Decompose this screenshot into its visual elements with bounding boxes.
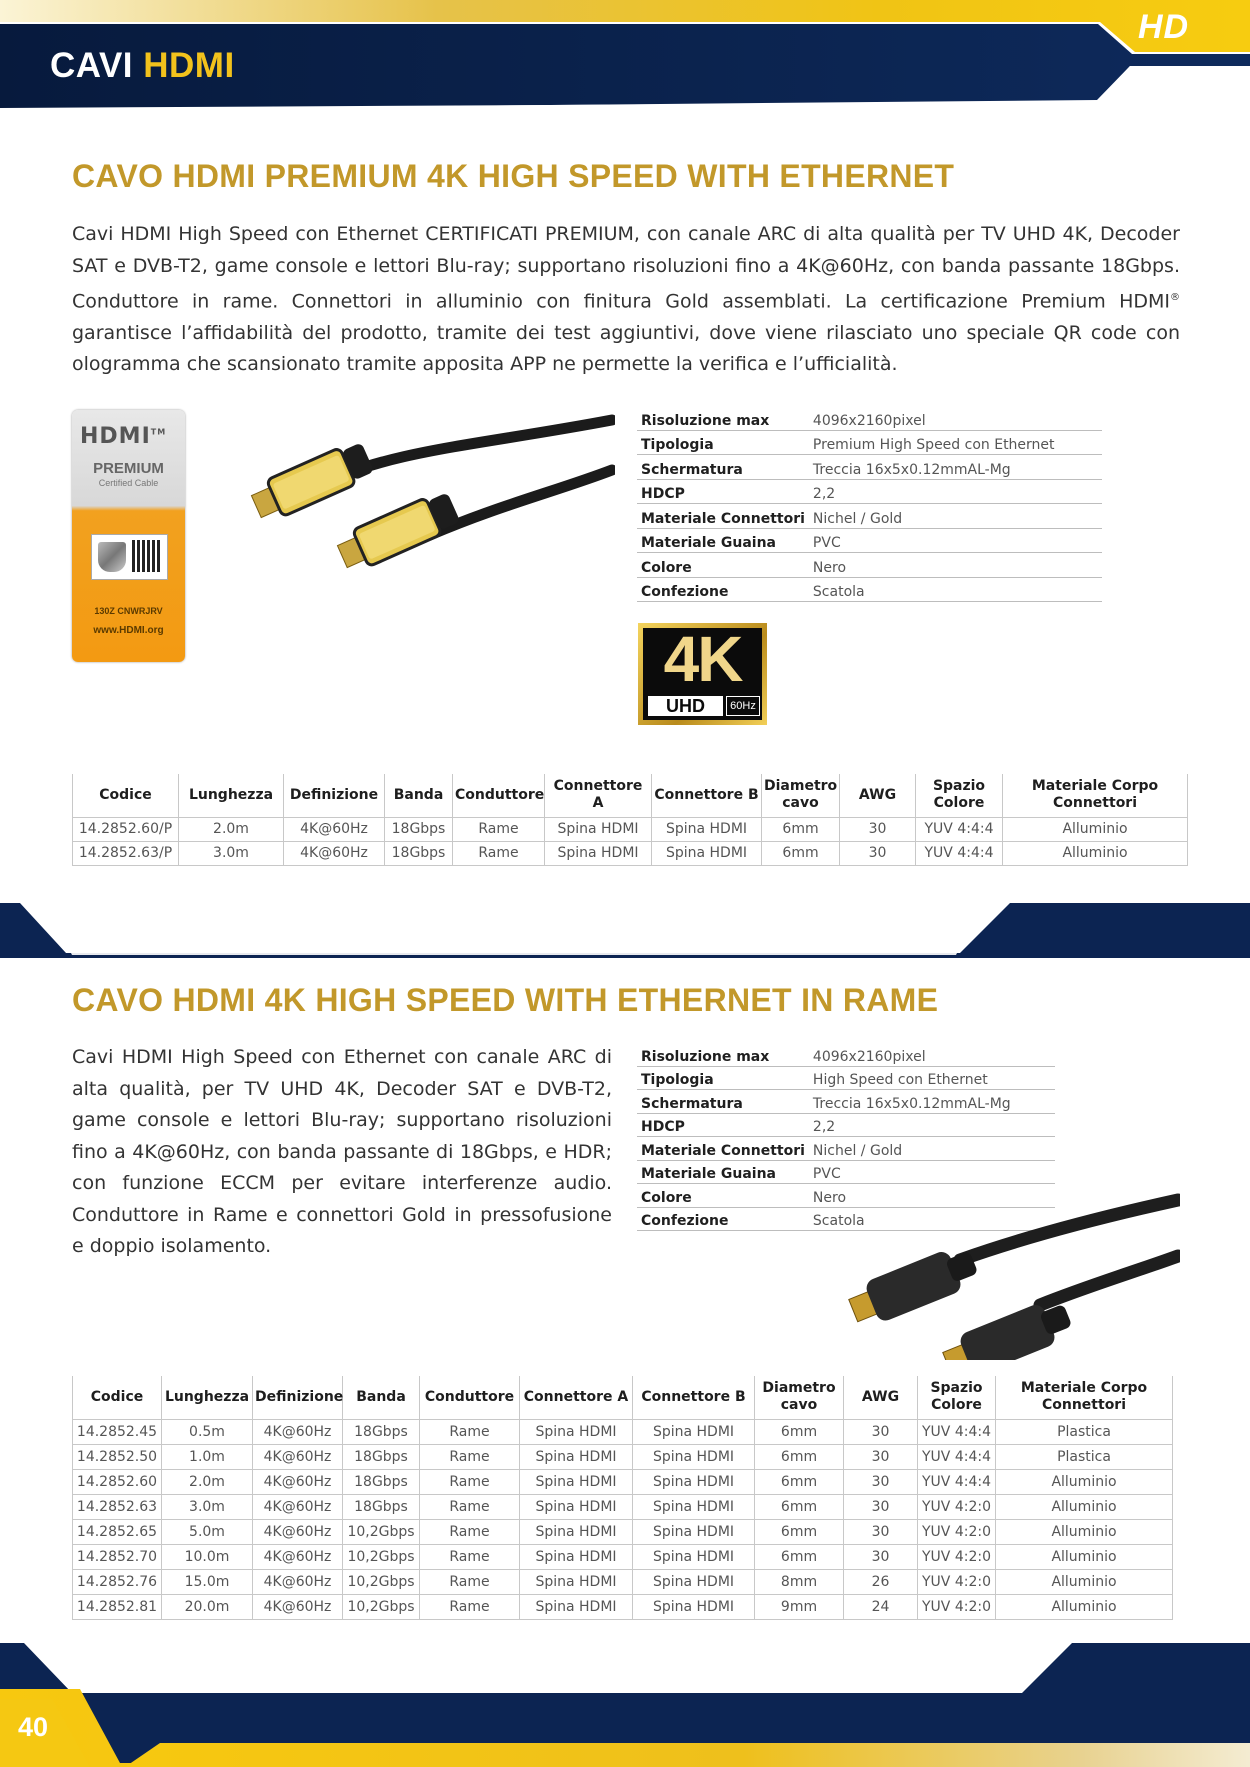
spec-key: Colore: [637, 553, 809, 578]
table-cell: Rame: [420, 1469, 520, 1494]
table-cell: YUV 4:2:0: [918, 1594, 996, 1619]
table-cell: Spina HDMI: [633, 1469, 755, 1494]
table-cell: Rame: [453, 841, 545, 865]
column-header: Connettore A: [545, 774, 652, 817]
spec-row: [637, 1043, 1055, 1066]
spec-key: Colore: [637, 1184, 809, 1208]
table-cell: Alluminio: [1003, 841, 1188, 865]
spec-key: Materiale Guaina: [637, 528, 809, 553]
table-cell: Spina HDMI: [633, 1494, 755, 1519]
table-cell: Spina HDMI: [652, 817, 762, 841]
spec-row: [637, 1066, 1055, 1090]
table-cell: 6mm: [755, 1494, 844, 1519]
spec-value: 2,2: [809, 1113, 1055, 1137]
section1-specs-body: [637, 406, 1102, 602]
column-header: Banda: [385, 774, 453, 817]
table-cell: 4K@60Hz: [284, 841, 385, 865]
table-cell: 30: [844, 1444, 918, 1469]
column-header: Diametro cavo: [762, 774, 840, 817]
column-header: Connettore B: [652, 774, 762, 817]
table-cell: YUV 4:2:0: [918, 1569, 996, 1594]
table-cell: 30: [840, 817, 916, 841]
spec-key: Confezione: [637, 577, 809, 602]
column-header: Lunghezza: [179, 774, 284, 817]
table-cell: 30: [844, 1419, 918, 1444]
table-row: [73, 1569, 1173, 1594]
qr-hologram-box: [91, 534, 168, 580]
table-cell: 0.5m: [162, 1419, 253, 1444]
table-cell: 18Gbps: [343, 1469, 420, 1494]
table-cell: 18Gbps: [343, 1444, 420, 1469]
table-cell: 26: [844, 1569, 918, 1594]
table-cell: 4K@60Hz: [253, 1594, 343, 1619]
spec-value: 2,2: [809, 479, 1102, 504]
table-cell: 8mm: [755, 1569, 844, 1594]
table-cell: 10,2Gbps: [343, 1544, 420, 1569]
table-cell: Alluminio: [996, 1569, 1173, 1594]
spec-value: Nero: [809, 1184, 1055, 1208]
table-cell: 30: [840, 841, 916, 865]
hd-logo: HD: [1138, 8, 1190, 46]
table-cell: Rame: [420, 1519, 520, 1544]
spec-key: Materiale Guaina: [637, 1160, 809, 1184]
table-cell: YUV 4:2:0: [918, 1519, 996, 1544]
section1-table-body: [73, 817, 1188, 865]
column-header: Materiale Corpo Connettori: [1003, 774, 1188, 817]
table-cell: 14.2852.50: [73, 1444, 162, 1469]
column-header: Conduttore: [420, 1376, 520, 1419]
table-cell: 10,2Gbps: [343, 1594, 420, 1619]
column-header: Lunghezza: [162, 1376, 253, 1419]
section1-title: CAVO HDMI PREMIUM 4K HIGH SPEED WITH ETHERNET: [72, 158, 955, 194]
table-row: [73, 841, 1188, 865]
hdmi-logo: HDMI™: [80, 424, 167, 449]
spec-value: Scatola: [809, 1207, 1055, 1231]
table-cell: Spina HDMI: [633, 1419, 755, 1444]
table-cell: 4K@60Hz: [253, 1544, 343, 1569]
table-cell: 18Gbps: [385, 817, 453, 841]
table-cell: 6mm: [762, 817, 840, 841]
table-cell: 10,2Gbps: [343, 1569, 420, 1594]
table-cell: 14.2852.63: [73, 1494, 162, 1519]
spec-value: Scatola: [809, 577, 1102, 602]
table-cell: 30: [844, 1544, 918, 1569]
connector-c: [845, 1242, 982, 1331]
section-divider-band: [0, 903, 1250, 958]
table-cell: Alluminio: [1003, 817, 1188, 841]
spec-value: Treccia 16x5x0.12mmAL-Mg: [809, 1090, 1055, 1114]
table-cell: Rame: [420, 1569, 520, 1594]
table-cell: 18Gbps: [385, 841, 453, 865]
footer-band: [0, 1643, 1250, 1767]
connector-a: [248, 439, 376, 525]
table-row: [73, 817, 1188, 841]
table-cell: Spina HDMI: [520, 1444, 633, 1469]
table-row: [73, 1419, 1173, 1444]
table-cell: 6mm: [755, 1519, 844, 1544]
spec-key: HDCP: [637, 479, 809, 504]
table-cell: YUV 4:4:4: [916, 841, 1003, 865]
spec-row: [637, 406, 1102, 430]
spec-row: [637, 577, 1102, 602]
spec-key: Schermatura: [637, 455, 809, 480]
table-cell: 20.0m: [162, 1594, 253, 1619]
4k-text: 4K: [663, 623, 742, 695]
table-cell: Spina HDMI: [520, 1519, 633, 1544]
table-cell: Rame: [420, 1419, 520, 1444]
table-cell: Spina HDMI: [652, 841, 762, 865]
4k-uhd-badge: [638, 623, 767, 725]
column-header: Materiale Corpo Connettori: [996, 1376, 1173, 1419]
spec-value: Nichel / Gold: [809, 504, 1102, 529]
column-header: AWG: [840, 774, 916, 817]
qr-code-icon: [132, 540, 162, 572]
table-cell: Alluminio: [996, 1469, 1173, 1494]
table-row: [73, 1594, 1173, 1619]
spec-value: Nero: [809, 553, 1102, 578]
hologram-shield-icon: [98, 542, 126, 572]
premium-text: PREMIUM: [93, 460, 164, 477]
table-cell: 6mm: [755, 1469, 844, 1494]
table-cell: 30: [844, 1469, 918, 1494]
table-cell: Alluminio: [996, 1544, 1173, 1569]
table-row: [73, 1544, 1173, 1569]
table-cell: Spina HDMI: [545, 817, 652, 841]
table-cell: 14.2852.70: [73, 1544, 162, 1569]
column-header: Codice: [73, 774, 179, 817]
table-cell: Alluminio: [996, 1594, 1173, 1619]
table-cell: Spina HDMI: [545, 841, 652, 865]
section1-description: Cavi HDMI High Speed con Ethernet CERTIFICATI PREMIUM, con canale ARC di alta qualità per TV UHD 4K, Decoder SAT e DVB-T2, game console e lettori Blu-ray; supportano risoluzioni fino a 4K@60Hz, con banda passante 18Gbps. Conduttore in rame. Connettori in alluminio con finitura Gold assemblati. La certificazione Premium HDMI® garantisce l’affidabilità del prodotto, tramite dei test aggiuntivi, dove viene rilasciato uno speciale QR code con ologramma che scansionato tramite apposita APP ne permette la verifica e l’ufficialità.: [72, 223, 1180, 376]
table-row: [73, 1469, 1173, 1494]
table-cell: Plastica: [996, 1419, 1173, 1444]
60hz-text: 60Hz: [726, 696, 760, 716]
table-cell: Spina HDMI: [520, 1594, 633, 1619]
table-cell: Rame: [420, 1494, 520, 1519]
table-cell: 14.2852.76: [73, 1569, 162, 1594]
table-cell: 30: [844, 1519, 918, 1544]
column-header: Banda: [343, 1376, 420, 1419]
table-cell: Rame: [420, 1594, 520, 1619]
section2-description: Cavi HDMI High Speed con Ethernet con canale ARC di alta qualità, per TV UHD 4K, Decoder SAT e DVB-T2, game console e lettori Blu-ray; supportano risoluzioni fino a 4K@60Hz, con banda passante di 18Gbps, e HDR; con funzione ECCM per evitare interferenze audio. Conduttore in Rame e connettori Gold in pressofusione e doppio isolamento.: [72, 1046, 612, 1257]
table-cell: Spina HDMI: [633, 1544, 755, 1569]
section2-table-body: [73, 1419, 1173, 1619]
spec-key: Materiale Connettori: [637, 504, 809, 529]
table-cell: 4K@60Hz: [284, 817, 385, 841]
column-header: Spazio Colore: [916, 774, 1003, 817]
table-cell: 6mm: [755, 1544, 844, 1569]
spec-value: Treccia 16x5x0.12mmAL-Mg: [809, 455, 1102, 480]
header-title-accent: HDMI: [143, 46, 235, 85]
column-header: Diametro cavo: [755, 1376, 844, 1419]
spec-value: High Speed con Ethernet: [809, 1066, 1055, 1090]
spec-key: Risoluzione max: [637, 1043, 809, 1066]
uhd-text: UHD: [648, 696, 723, 716]
spec-value: PVC: [809, 1160, 1055, 1184]
spec-key: Risoluzione max: [637, 406, 809, 430]
table-cell: 4K@60Hz: [253, 1519, 343, 1544]
table-cell: 10,2Gbps: [343, 1519, 420, 1544]
spec-row: [637, 504, 1102, 529]
spec-key: Schermatura: [637, 1090, 809, 1114]
spec-row: [637, 1137, 1055, 1161]
column-header: Definizione: [284, 774, 385, 817]
section1-product-table: [72, 774, 1188, 866]
table-cell: Spina HDMI: [633, 1569, 755, 1594]
table-cell: Alluminio: [996, 1519, 1173, 1544]
table-cell: Spina HDMI: [520, 1544, 633, 1569]
spec-value: 4096x2160pixel: [809, 406, 1102, 430]
table-row: [73, 1519, 1173, 1544]
table-cell: Rame: [420, 1444, 520, 1469]
table-cell: Rame: [453, 817, 545, 841]
spec-key: Materiale Connettori: [637, 1137, 809, 1161]
table-cell: 5.0m: [162, 1519, 253, 1544]
certified-text: Certified Cable: [98, 478, 159, 488]
spec-row: [637, 455, 1102, 480]
table-cell: YUV 4:2:0: [918, 1494, 996, 1519]
section2-product-table: [72, 1376, 1173, 1620]
spec-row: [637, 430, 1102, 455]
table-cell: Alluminio: [996, 1494, 1173, 1519]
table-cell: 18Gbps: [343, 1494, 420, 1519]
column-header: Connettore B: [633, 1376, 755, 1419]
table-cell: YUV 4:4:4: [918, 1419, 996, 1444]
column-header: Conduttore: [453, 774, 545, 817]
table-cell: 4K@60Hz: [253, 1494, 343, 1519]
spec-row: [637, 479, 1102, 504]
premium-certified-label: [72, 410, 185, 662]
table-cell: Spina HDMI: [633, 1519, 755, 1544]
table-cell: 14.2852.60/P: [73, 817, 179, 841]
label-code: 130Z CNWRJRV: [94, 606, 163, 616]
spec-row: [637, 553, 1102, 578]
table-cell: 24: [844, 1594, 918, 1619]
page-number: 40: [18, 1712, 49, 1742]
table-cell: 6mm: [762, 841, 840, 865]
column-header: AWG: [844, 1376, 918, 1419]
table-cell: 3.0m: [179, 841, 284, 865]
table-cell: 1.0m: [162, 1444, 253, 1469]
table-cell: Spina HDMI: [520, 1494, 633, 1519]
section2-table-header-row: [73, 1376, 1173, 1419]
table-cell: 3.0m: [162, 1494, 253, 1519]
spec-row: [637, 1160, 1055, 1184]
table-cell: 6mm: [755, 1444, 844, 1469]
table-cell: 10.0m: [162, 1544, 253, 1569]
spec-row: [637, 1090, 1055, 1114]
table-cell: YUV 4:2:0: [918, 1544, 996, 1569]
table-cell: YUV 4:4:4: [916, 817, 1003, 841]
header-title: CAVI HDMI: [50, 46, 235, 85]
table-row: [73, 1494, 1173, 1519]
label-url: www.HDMI.org: [93, 625, 164, 636]
table-cell: 18Gbps: [343, 1419, 420, 1444]
premium-cable-image: [240, 410, 615, 610]
table-cell: 4K@60Hz: [253, 1469, 343, 1494]
standard-cable-image: [840, 1190, 1180, 1360]
table-cell: 30: [844, 1494, 918, 1519]
spec-row: [637, 1113, 1055, 1137]
column-header: Codice: [73, 1376, 162, 1419]
table-cell: Plastica: [996, 1444, 1173, 1469]
spec-value: PVC: [809, 528, 1102, 553]
table-cell: 4K@60Hz: [253, 1569, 343, 1594]
spec-value: 4096x2160pixel: [809, 1043, 1055, 1066]
spec-value: Nichel / Gold: [809, 1137, 1055, 1161]
spec-key: Tipologia: [637, 1066, 809, 1090]
table-cell: 9mm: [755, 1594, 844, 1619]
spec-key: HDCP: [637, 1113, 809, 1137]
table-cell: 15.0m: [162, 1569, 253, 1594]
table-cell: Spina HDMI: [520, 1469, 633, 1494]
table-row: [73, 1444, 1173, 1469]
table-cell: 14.2852.45: [73, 1419, 162, 1444]
table-cell: 4K@60Hz: [253, 1419, 343, 1444]
table-cell: Spina HDMI: [633, 1444, 755, 1469]
table-cell: 14.2852.81: [73, 1594, 162, 1619]
spec-key: Tipologia: [637, 430, 809, 455]
column-header: Spazio Colore: [918, 1376, 996, 1419]
table-cell: 2.0m: [179, 817, 284, 841]
column-header: Connettore A: [520, 1376, 633, 1419]
table-cell: 14.2852.65: [73, 1519, 162, 1544]
spec-key: Confezione: [637, 1207, 809, 1231]
spec-row: [637, 528, 1102, 553]
table-cell: 14.2852.60: [73, 1469, 162, 1494]
table-cell: 2.0m: [162, 1469, 253, 1494]
table-cell: Spina HDMI: [520, 1419, 633, 1444]
table-cell: Spina HDMI: [520, 1569, 633, 1594]
table-cell: Rame: [420, 1544, 520, 1569]
section2-title: CAVO HDMI 4K HIGH SPEED WITH ETHERNET IN RAME: [72, 982, 939, 1018]
section1-specs-table: [637, 406, 1102, 602]
table-cell: 4K@60Hz: [253, 1444, 343, 1469]
table-cell: YUV 4:4:4: [918, 1444, 996, 1469]
table-cell: YUV 4:4:4: [918, 1469, 996, 1494]
spec-value: Premium High Speed con Ethernet: [809, 430, 1102, 455]
column-header: Definizione: [253, 1376, 343, 1419]
section1-table-header-row: [73, 774, 1188, 817]
table-cell: 6mm: [755, 1419, 844, 1444]
table-cell: 14.2852.63/P: [73, 841, 179, 865]
table-cell: Spina HDMI: [633, 1594, 755, 1619]
